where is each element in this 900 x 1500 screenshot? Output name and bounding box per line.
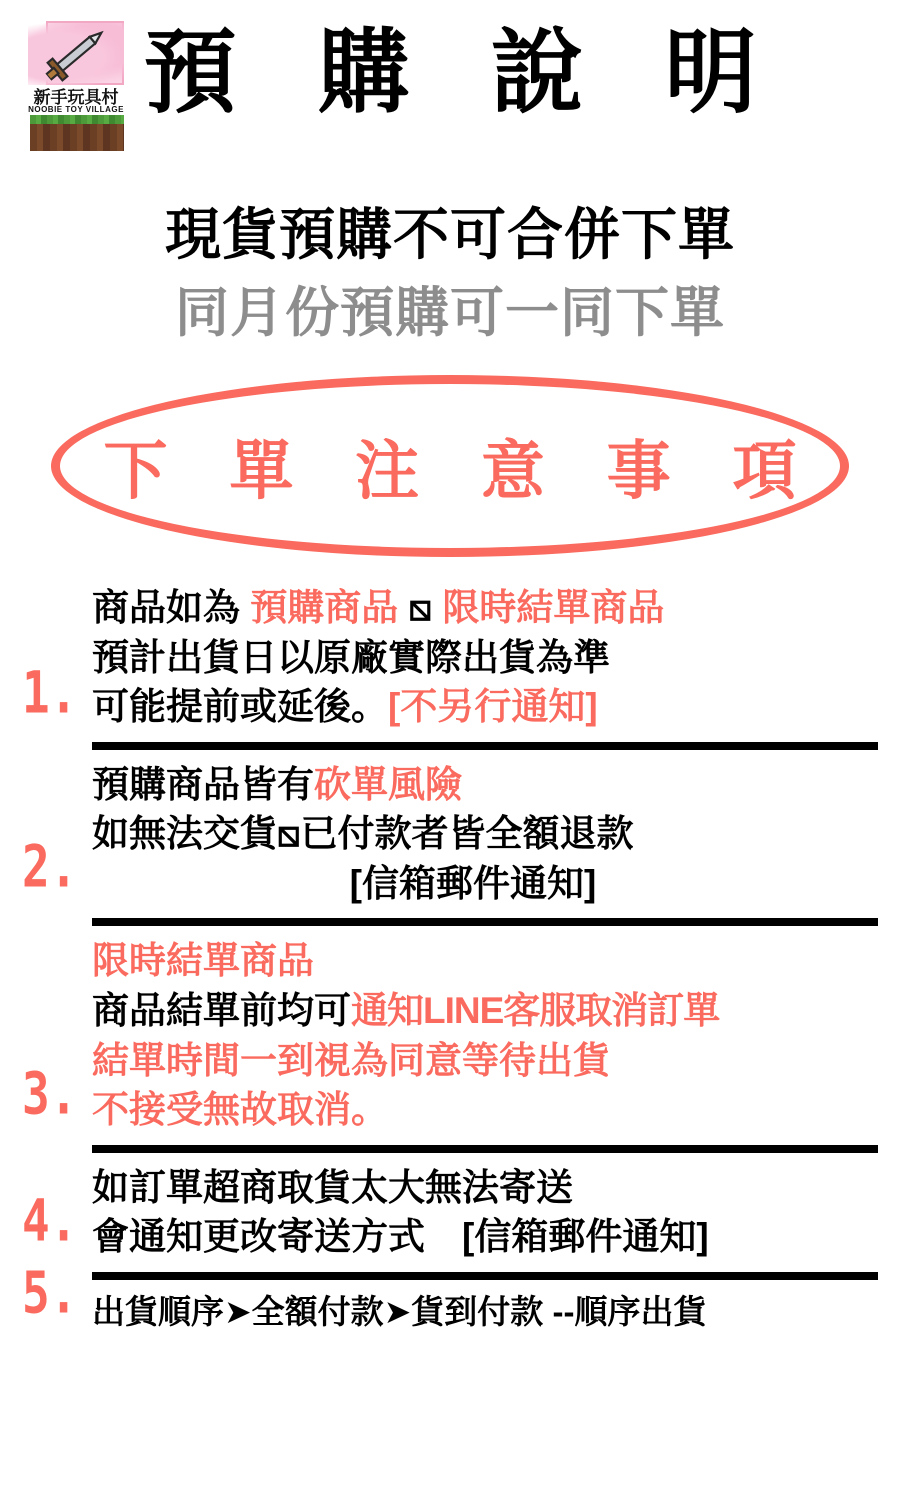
note-text-segment: 通知LINE客服取消訂單	[351, 990, 720, 1032]
page-title: 預 購 說 明	[144, 22, 785, 124]
note-line	[92, 760, 888, 810]
section-divider	[92, 1145, 878, 1153]
note-text-segment: [不另行通知]	[388, 686, 598, 728]
note-item	[0, 760, 900, 909]
banner-text: 下 單 注 意 事 項	[103, 434, 819, 507]
logo-ground-block	[30, 115, 124, 151]
note-line	[92, 633, 888, 683]
note-item	[0, 1258, 900, 1334]
note-text-segment: 可能提前或延後。	[92, 686, 388, 728]
banner-wrap	[0, 375, 900, 557]
page-header	[0, 0, 900, 160]
note-text-segment: 預購商品	[250, 586, 399, 628]
note-line	[92, 583, 888, 633]
note-line	[92, 1163, 888, 1213]
note-line	[92, 1290, 888, 1334]
notes-list	[0, 583, 900, 1334]
note-text-segment: [信箱郵件通知]	[349, 862, 597, 904]
note-text-segment: 預計出貨日以原廠實際出貨為準	[92, 636, 610, 678]
note-text-segment: 不接受無故取消。	[92, 1089, 388, 1131]
note-text-segment: 如無法交貨⧅已付款者皆全額退款	[92, 813, 634, 855]
note-number: 2.	[22, 832, 78, 901]
brand-name-en: NOOBIE TOY VILLAGE	[28, 104, 124, 114]
note-text-segment: 如訂單超商取貨太大無法寄送	[92, 1166, 573, 1208]
section-divider	[92, 918, 878, 926]
note-text-segment: 結單時間一到視為同意等待出貨	[92, 1039, 610, 1081]
note-number: 3.	[22, 1059, 78, 1127]
note-line	[92, 682, 888, 732]
subtitle-secondary: 同月份預購可一同下單	[175, 282, 725, 343]
note-number: 1.	[22, 658, 78, 726]
section-divider	[92, 1272, 878, 1280]
note-text-segment: 商品如為	[92, 586, 251, 628]
note-text-segment: 砍單風險	[314, 763, 462, 805]
note-line	[92, 1036, 888, 1086]
note-text-segment: 出貨順序➤全額付款➤貨到付款 --順序出貨	[92, 1292, 707, 1330]
note-line	[92, 859, 888, 909]
note-line	[92, 1085, 888, 1135]
note-number: 4.	[22, 1186, 78, 1254]
note-text-segment: 會通知更改寄送方式 [信箱郵件通知]	[92, 1216, 709, 1258]
note-text-segment: ⧅	[398, 586, 443, 628]
subtitle-primary: 現貨預購不可合併下單	[165, 203, 735, 266]
note-text-segment: 限時結單商品	[92, 940, 314, 982]
order-notice-banner	[51, 375, 849, 557]
brand-name: 新手玩具村	[33, 87, 119, 107]
note-item	[0, 936, 900, 1134]
note-text-segment: 商品結單前均可	[92, 990, 351, 1032]
note-text-segment: 限時結單商品	[442, 586, 665, 628]
section-divider	[92, 742, 878, 750]
note-text-segment: 預購商品皆有	[92, 763, 314, 805]
note-line	[92, 809, 888, 859]
brand-logo	[22, 17, 130, 152]
note-number: 5.	[22, 1258, 78, 1327]
note-line	[92, 936, 888, 986]
note-line	[92, 1212, 888, 1262]
note-item	[0, 1163, 900, 1262]
note-item	[0, 583, 900, 732]
note-line	[92, 986, 888, 1036]
